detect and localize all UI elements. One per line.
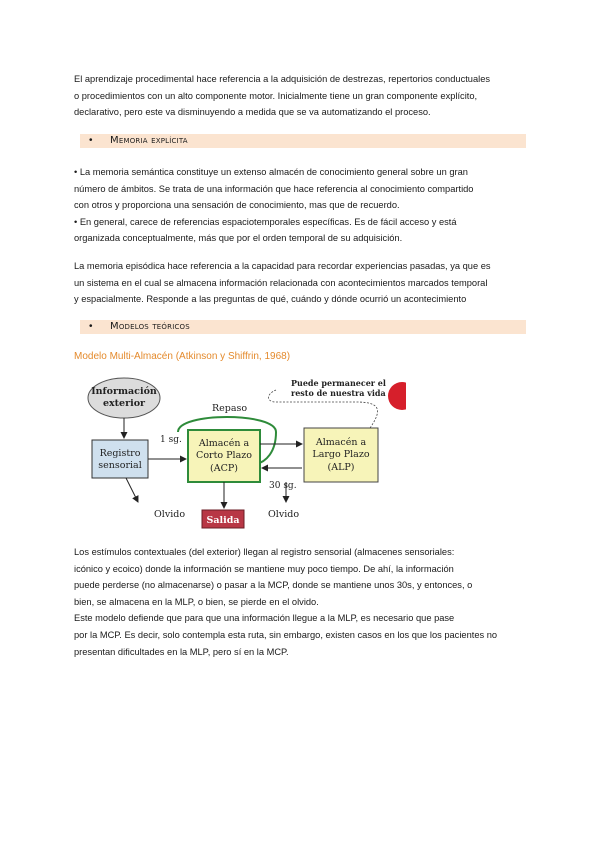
text-line: El aprendizaje procedimental hace referencia a la adquisición de destrezas, repertorios conductuales: [74, 74, 491, 84]
text-line: con otros y proporciona una sensación de conocimiento, mas que de recuerdo.: [74, 200, 400, 211]
time-label-1s: 1 sg.: [160, 435, 182, 445]
text-line: número de ámbitos. Se trata de una información que hace referencia al conocimiento compartido: [74, 183, 474, 194]
forget-label-left: Olvido: [154, 509, 186, 520]
arrow: [126, 478, 138, 502]
text-line: • En general, carece de referencias espaciotemporales específicas. Es de fácil acceso y está: [74, 216, 457, 227]
model-explanation-paragraph: [74, 544, 534, 660]
node-label: Almacén a: [315, 437, 367, 448]
page-dot: [388, 382, 406, 410]
text-line: organizada conceptualmente, más que por el orden temporal de su adquisición.: [74, 233, 403, 244]
forget-label-right: Olvido: [268, 509, 300, 520]
node-label: (ACP): [210, 463, 238, 474]
section-heading-explicit-memory: [80, 134, 526, 148]
section-heading-theoretical-models: [80, 320, 526, 334]
retention-note: Puede permanecer el: [291, 378, 386, 388]
node-label: (ALP): [327, 462, 355, 473]
node-label: exterior: [102, 398, 146, 409]
intro-paragraph: [74, 71, 534, 121]
node-label: Información: [91, 386, 157, 397]
multi-store-model-diagram: [86, 372, 406, 537]
text-line: y espacialmente. Responde a las preguntas de qué, cuándo y dónde ocurrió un acontecimiento: [74, 294, 467, 305]
time-label-30s: 30 sg.: [269, 481, 297, 491]
sensory-register-node: [92, 440, 148, 478]
short-term-store-node: [188, 430, 260, 482]
node-label: Registro: [99, 448, 141, 459]
text-line: puede perderse (no almacenarse) o pasar a la MCP, donde se mantiene unos 30s, y entonces, o: [74, 580, 473, 591]
text-line: icónico y ecoico) donde la información se mantiene muy poco tiempo. De ahí, la información: [74, 563, 454, 574]
node-label: Corto Plazo: [196, 450, 252, 461]
text-line: o procedimientos con un alto componente motor. Inicialmente tiene un gran componente explícito,: [74, 90, 478, 101]
node-label: Almacén a: [198, 438, 250, 449]
text-line: La memoria episódica hace referencia a la capacidad para recordar experiencias pasadas, ya que es: [74, 261, 491, 271]
text-line: un sistema en el cual se almacena información relacionada con acontecimientos marcados temporal: [74, 277, 488, 288]
text-line: • La memoria semántica constituye un extenso almacén de conocimiento general sobre un gran: [74, 167, 468, 177]
bullet-icon: •: [89, 135, 93, 146]
semantic-memory-paragraph: [74, 164, 534, 247]
external-information-node: [88, 378, 160, 418]
model-subheading: Modelo Multi-Almacén (Atkinson y Shiffrin, 1968): [74, 351, 291, 362]
text-line: Los estímulos contextuales (del exterior) llegan al registro sensorial (almacenes sensoriales:: [74, 547, 455, 557]
rehearsal-label: Repaso: [212, 403, 248, 414]
text-line: presentan dificultades en la MLP, pero sí en la MCP.: [74, 646, 289, 657]
section-title: Memoria explícita: [110, 135, 188, 146]
section-title: Modelos teóricos: [110, 321, 190, 332]
output-node: [202, 510, 244, 528]
retention-note: resto de nuestra vida: [291, 388, 386, 398]
text-line: bien, se almacena en la MLP, o bien, se pierde en el olvido.: [74, 596, 319, 607]
text-line: Este modelo defiende que para que una información llegue a la MLP, es necesario que pase: [74, 613, 455, 624]
node-label: sensorial: [98, 460, 142, 471]
long-term-store-node: [304, 428, 378, 482]
episodic-memory-paragraph: [74, 258, 534, 308]
node-label: Largo Plazo: [312, 449, 370, 460]
bullet-icon: •: [89, 321, 93, 332]
node-label: Salida: [206, 515, 240, 526]
text-line: por la MCP. Es decir, solo contempla esta ruta, sin embargo, existen casos en los que los pacientes no: [74, 629, 498, 640]
text-line: declarativo, pero este va disminuyendo a medida que se va automatizando el proceso.: [74, 107, 431, 118]
